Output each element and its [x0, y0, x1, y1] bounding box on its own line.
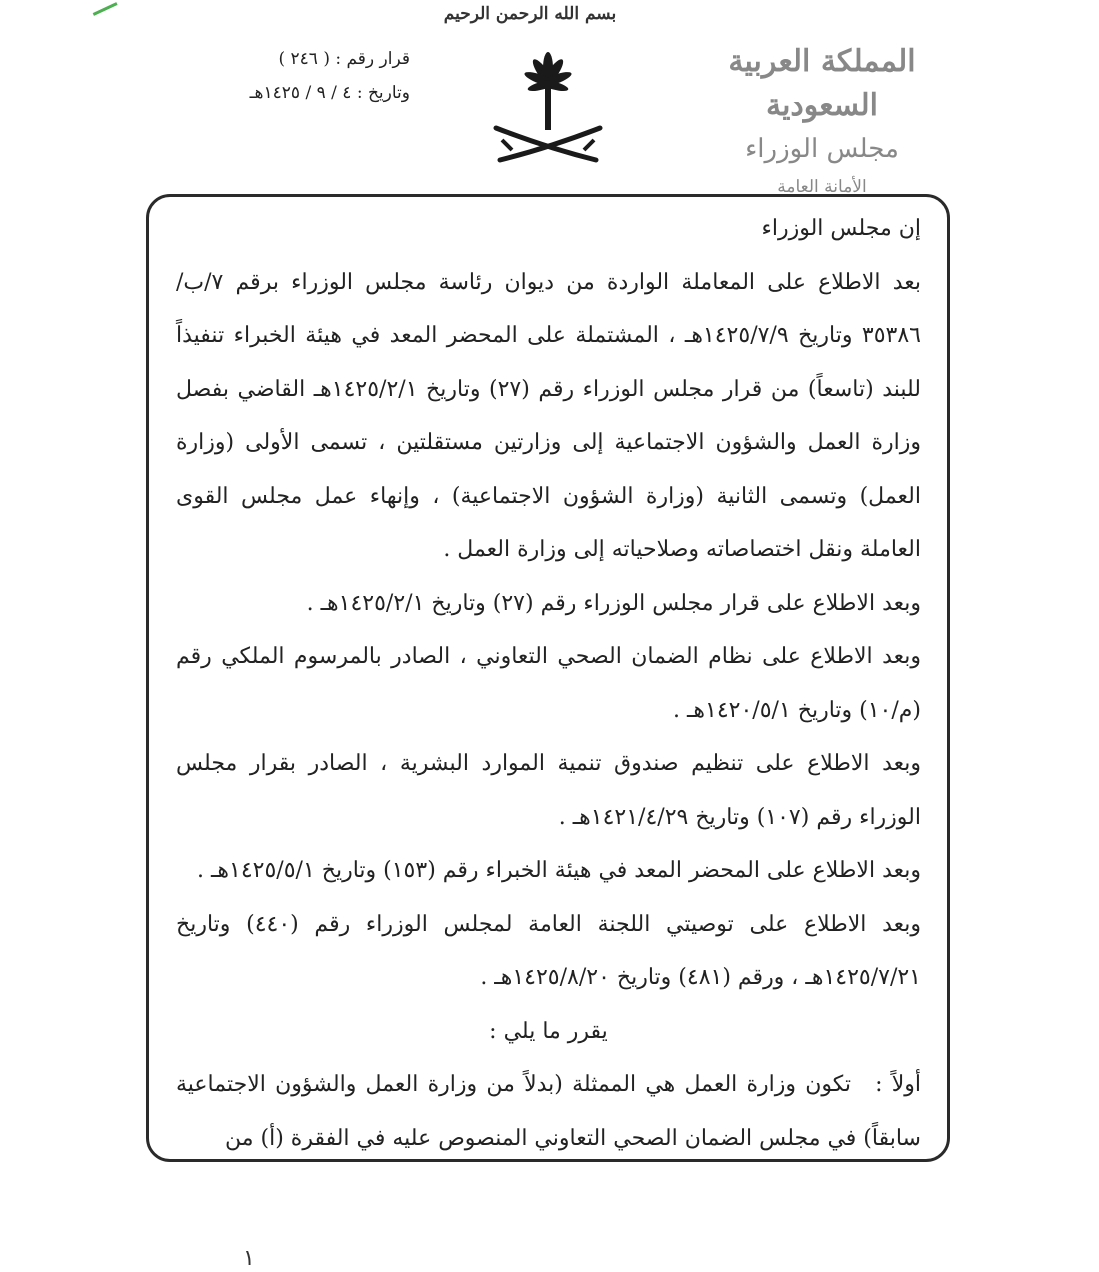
letterhead-council: مجلس الوزراء [745, 134, 899, 164]
recital-2: وبعد الاطلاع على قرار مجلس الوزراء رقم (٢٧) وتاريخ ١٤٢٥/٢/١هـ . [306, 590, 921, 616]
article-first [176, 1058, 921, 1165]
letterhead-kingdom: المملكة العربية السعودية [728, 44, 916, 123]
page-number: ١ [243, 1246, 255, 1271]
recital-1: بعد الاطلاع على المعاملة الواردة من ديوان رئاسة مجلس الوزراء برقم ٧/ب/٣٥٣٨٦ وتاريخ ١٤٢٥/٧/٩هـ ، المشتملة على المحضر المعد في هيئة الخبراء تنفيذاً للبند (تاسعاً) من قرار مجلس الوزراء رقم (٢٧) وتاريخ ١٤٢٥/٢/١هـ القاضي بفصل وزارة العمل والشؤون الاجتماعية إلى وزارتين مستقلتين ، تسمى الأولى (وزارة العمل) وتسمى الثانية (وزارة الشؤون الاجتماعية) ، وإنهاء عمل مجلس القوى العاملة ونقل اختصاصاته وصلاحياته إلى وزارة العمل . [176, 269, 922, 562]
article-label: أولاً : [875, 1072, 921, 1097]
palm-and-swords-emblem-icon [488, 50, 608, 170]
decision-number: قرار رقم : ( ٢٤٦ ) [278, 49, 410, 69]
opening-line: إن مجلس الوزراء [761, 216, 921, 241]
recital-5: وبعد الاطلاع على المحضر المعد في هيئة الخبراء رقم (١٥٣) وتاريخ ١٤٢٥/٥/١هـ . [196, 858, 921, 883]
article-text: تكون وزارة العمل هي الممثلة (بدلاً من وزارة العمل والشؤون الاجتماعية سابقاً) في مجلس الضمان الصحي التعاوني المنصوص عليه في الفقرة (أ) من [176, 1072, 921, 1151]
document-body [176, 202, 921, 1165]
decision-date: وتاريخ : ٤ / ٩ / ١٤٢٥هـ [249, 83, 410, 103]
recital-3: وبعد الاطلاع على نظام الضمان الصحي التعاوني ، الصادر بالمرسوم الملكي رقم (م/١٠) وتاريخ ١٤٢٠/٥/١هـ . [176, 644, 922, 723]
decision-meta [150, 42, 410, 110]
letterhead [687, 40, 957, 204]
recital-4: وبعد الاطلاع على تنظيم صندوق تنمية الموارد البشرية ، الصادر بقرار مجلس الوزراء رقم (١٠٧) وتاريخ ١٤٢١/٤/٢٩هـ . [176, 751, 921, 830]
decides-heading: يقرر ما يلي : [489, 1018, 608, 1044]
basmala: بسم الله الرحمن الرحيم [443, 4, 617, 24]
corner-mark [88, 0, 117, 16]
recital-6: وبعد الاطلاع على توصيتي اللجنة العامة لمجلس الوزراء رقم (٤٤٠) وتاريخ ١٤٢٥/٧/٢١هـ ، ورقم (٤٨١) وتاريخ ١٤٢٥/٨/٢٠هـ . [176, 911, 921, 990]
letterhead-secretariat: الأمانة العامة [777, 177, 867, 197]
